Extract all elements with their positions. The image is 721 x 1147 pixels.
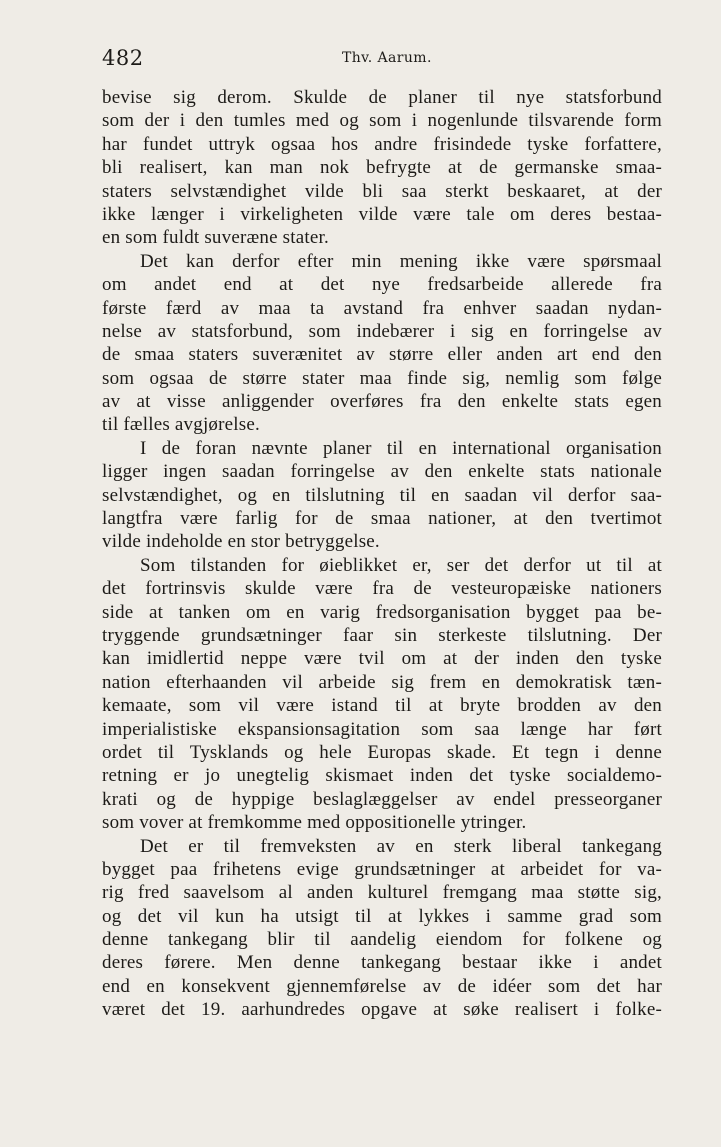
text-line: har fundet uttryk ogsaa hos andre frisindede tyske forfattere, xyxy=(102,133,662,155)
text-line: Det kan derfor efter min mening ikke være spørsmaal xyxy=(140,250,662,272)
text-line: rig fred saavelsom al anden kulturel fremgang maa støtte sig, xyxy=(102,882,662,904)
text-line: ordet til Tysklands og hele Europas skade. Et tegn i denne xyxy=(102,741,662,763)
text-line: og det vil kun ha utsigt til at lykkes i samme grad som xyxy=(102,905,662,927)
text-line: selvstændighet, og en tilslutning til en saadan vil derfor saa- xyxy=(102,484,662,506)
body-text xyxy=(102,86,662,1022)
text-line: været det 19. aarhundredes opgave at søke realisert i folke- xyxy=(102,999,662,1021)
page-header xyxy=(102,46,662,74)
text-line: bli realisert, kan man nok befrygte at de germanske smaa- xyxy=(102,157,662,179)
page-number: 482 xyxy=(102,46,144,70)
running-head: Thv. Aarum. xyxy=(342,50,432,66)
text-line: bevise sig derom. Skulde de planer til nye statsforbund xyxy=(102,87,662,108)
text-line: denne tankegang blir til aandelig eiendom for folkene og xyxy=(102,929,662,951)
text-line: bygget paa frihetens evige grundsætninger at arbeidet for va- xyxy=(102,858,662,880)
text-line: første færd av maa ta avstand fra enhver saadan nydan- xyxy=(102,297,662,319)
text-line: som vover at fremkomme med oppositionelle ytringer. xyxy=(102,812,527,834)
text-line: nelse av statsforbund, som indebærer i sig en forringelse av xyxy=(102,320,662,342)
text-line: til fælles avgjørelse. xyxy=(102,414,260,436)
text-line: Som tilstanden for øieblikket er, ser det derfor ut til at xyxy=(140,554,662,576)
text-line: om andet end at det nye fredsarbeide allerede fra xyxy=(102,274,662,296)
text-line: imperialistiske ekspansionsagitation som saa længe har ført xyxy=(102,718,662,740)
text-line: side at tanken om en varig fredsorganisation bygget paa be- xyxy=(102,601,662,623)
text-line: staters selvstændighet vilde bli saa sterkt beskaaret, at der xyxy=(102,180,662,202)
text-line: I de foran nævnte planer til en international organisation xyxy=(140,437,662,459)
text-line: krati og de hyppige beslaglæggelser av endel presseorganer xyxy=(102,788,662,810)
text-line: Det er til fremveksten av en sterk liberal tankegang xyxy=(140,835,662,857)
text-line: kemaate, som vil være istand til at bryte brodden av den xyxy=(102,695,662,717)
text-line: de smaa staters suverænitet av større eller anden art end den xyxy=(102,344,662,366)
text-line: deres førere. Men denne tankegang bestaar ikke i andet xyxy=(102,952,662,974)
text-line: nation efterhaanden vil arbeide sig frem en demokratisk tæn- xyxy=(102,671,662,693)
text-line: langtfra være farlig for de smaa nationer, at den tvertimot xyxy=(102,508,662,530)
text-line: av at visse anliggender overføres fra den enkelte stats egen xyxy=(102,391,662,413)
text-line: ikke længer i virkeligheten vilde være tale om deres bestaa- xyxy=(102,203,662,225)
text-line: som der i den tumles med og som i nogenlunde tilsvarende form xyxy=(102,110,662,132)
text-line: ligger ingen saadan forringelse av den enkelte stats nationale xyxy=(102,461,662,483)
text-line: end en konsekvent gjennemførelse av de idéer som det har xyxy=(102,975,662,997)
text-line: vilde indeholde en stor betryggelse. xyxy=(102,531,380,553)
text-line: som ogsaa de større stater maa finde sig, nemlig som følge xyxy=(102,367,662,389)
text-line: tryggende grundsætninger faar sin sterkeste tilslutning. Der xyxy=(102,624,662,646)
text-line: det fortrinsvis skulde være fra de vesteuropæiske nationers xyxy=(102,578,662,600)
text-line: retning er jo unegtelig skismaet inden det tyske socialdemo- xyxy=(102,765,662,787)
text-line: kan imidlertid neppe være tvil om at der inden den tyske xyxy=(102,648,662,670)
text-line: en som fuldt suveræne stater. xyxy=(102,227,329,249)
